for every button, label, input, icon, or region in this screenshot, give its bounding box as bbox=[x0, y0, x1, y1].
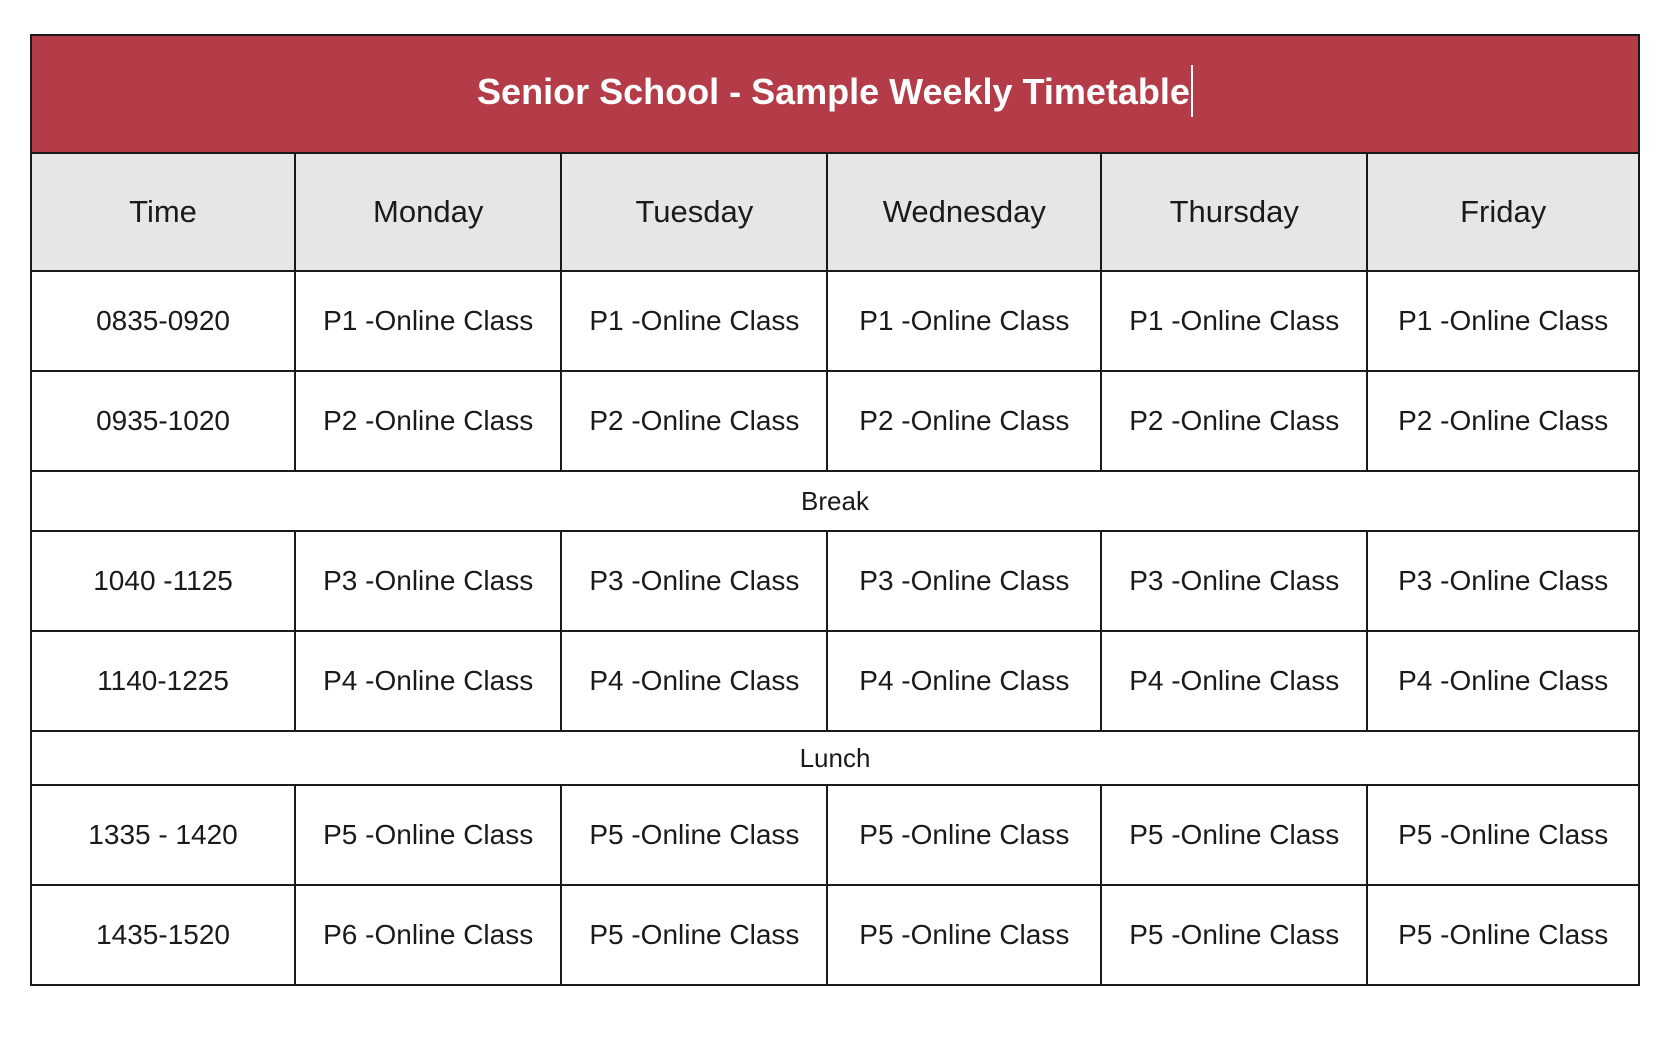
time-cell: 0935-1020 bbox=[31, 371, 295, 471]
class-cell: P3 -Online Class bbox=[1367, 531, 1639, 631]
time-cell: 1335 - 1420 bbox=[31, 785, 295, 885]
time-cell: 0835-0920 bbox=[31, 271, 295, 371]
table-row bbox=[31, 631, 1639, 731]
title-row bbox=[31, 35, 1639, 153]
time-cell: 1435-1520 bbox=[31, 885, 295, 985]
class-cell: P5 -Online Class bbox=[295, 785, 561, 885]
class-cell: P4 -Online Class bbox=[1101, 631, 1367, 731]
class-cell: P4 -Online Class bbox=[295, 631, 561, 731]
class-cell: P1 -Online Class bbox=[1101, 271, 1367, 371]
header-wednesday: Wednesday bbox=[827, 153, 1101, 271]
header-thursday: Thursday bbox=[1101, 153, 1367, 271]
table-row bbox=[31, 371, 1639, 471]
class-cell: P1 -Online Class bbox=[295, 271, 561, 371]
class-cell: P1 -Online Class bbox=[561, 271, 827, 371]
timetable-title-cell[interactable] bbox=[31, 35, 1639, 153]
class-cell: P1 -Online Class bbox=[827, 271, 1101, 371]
table-row bbox=[31, 885, 1639, 985]
class-cell: P6 -Online Class bbox=[295, 885, 561, 985]
table-row bbox=[31, 271, 1639, 371]
timetable-title: Senior School - Sample Weekly Timetable bbox=[477, 70, 1190, 112]
class-cell: P5 -Online Class bbox=[561, 785, 827, 885]
class-cell: P5 -Online Class bbox=[1367, 785, 1639, 885]
class-cell: P4 -Online Class bbox=[561, 631, 827, 731]
header-row bbox=[31, 153, 1639, 271]
class-cell: P3 -Online Class bbox=[827, 531, 1101, 631]
class-cell: P5 -Online Class bbox=[827, 885, 1101, 985]
break-row bbox=[31, 471, 1639, 531]
header-monday: Monday bbox=[295, 153, 561, 271]
class-cell: P3 -Online Class bbox=[1101, 531, 1367, 631]
class-cell: P4 -Online Class bbox=[827, 631, 1101, 731]
lunch-label: Lunch bbox=[31, 731, 1639, 785]
class-cell: P2 -Online Class bbox=[295, 371, 561, 471]
time-cell: 1140-1225 bbox=[31, 631, 295, 731]
header-friday: Friday bbox=[1367, 153, 1639, 271]
break-label: Break bbox=[31, 471, 1639, 531]
class-cell: P5 -Online Class bbox=[1101, 785, 1367, 885]
weekly-timetable bbox=[30, 34, 1640, 986]
class-cell: P2 -Online Class bbox=[561, 371, 827, 471]
header-tuesday: Tuesday bbox=[561, 153, 827, 271]
class-cell: P1 -Online Class bbox=[1367, 271, 1639, 371]
table-row bbox=[31, 531, 1639, 631]
time-cell: 1040 -1125 bbox=[31, 531, 295, 631]
lunch-row bbox=[31, 731, 1639, 785]
class-cell: P5 -Online Class bbox=[1101, 885, 1367, 985]
class-cell: P5 -Online Class bbox=[1367, 885, 1639, 985]
class-cell: P2 -Online Class bbox=[827, 371, 1101, 471]
class-cell: P3 -Online Class bbox=[561, 531, 827, 631]
class-cell: P2 -Online Class bbox=[1101, 371, 1367, 471]
class-cell: P5 -Online Class bbox=[561, 885, 827, 985]
class-cell: P4 -Online Class bbox=[1367, 631, 1639, 731]
class-cell: P5 -Online Class bbox=[827, 785, 1101, 885]
class-cell: P3 -Online Class bbox=[295, 531, 561, 631]
text-cursor bbox=[1191, 65, 1193, 117]
header-time: Time bbox=[31, 153, 295, 271]
class-cell: P2 -Online Class bbox=[1367, 371, 1639, 471]
table-row bbox=[31, 785, 1639, 885]
